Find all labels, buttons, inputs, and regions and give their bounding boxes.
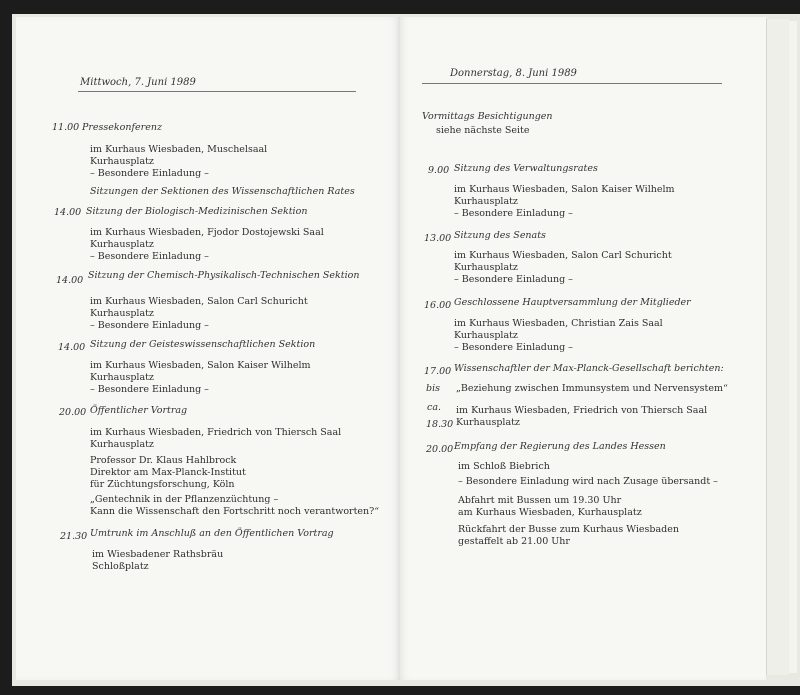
right-header-rule: [422, 83, 722, 84]
event-time: 11.00: [52, 122, 80, 133]
event-title: Geschlossene Hauptversammlung der Mitglieder: [454, 297, 691, 308]
event-time: 20.00: [59, 407, 87, 418]
event-title: Sitzung der Geisteswissenschaftlichen Sektion: [90, 339, 316, 350]
event-details: im Kurhaus Wiesbaden, Salon Kaiser Wilhelm Kurhausplatz – Besondere Einladung –: [454, 184, 675, 219]
event-time: 16.00: [424, 300, 452, 311]
event-title: Sitzung des Senats: [454, 230, 546, 241]
event-details: im Kurhaus Wiesbaden, Salon Kaiser Wilhelm Kurhausplatz – Besondere Einladung –: [90, 360, 311, 395]
event-time: 9.00: [428, 165, 450, 176]
event-details: im Kurhaus Wiesbaden, Friedrich von Thiersch Saal Kurhausplatz: [456, 405, 708, 428]
right-page: [400, 17, 766, 680]
speaker-details: Professor Dr. Klaus Hahlbrock Direktor am Max-Planck-Institut für Züchtungsforschung, Köln: [90, 455, 246, 490]
event-details: im Kurhaus Wiesbaden, Fjodor Dostojewski Saal Kurhausplatz – Besondere Einladung –: [90, 227, 324, 262]
event-title: Pressekonferenz: [82, 122, 162, 133]
event-time: 21.30: [60, 531, 88, 542]
event-time: 18.30: [426, 419, 454, 430]
right-date-header: Donnerstag, 8. Juni 1989: [450, 68, 577, 79]
invitation-note: – Besondere Einladung wird nach Zusage übersandt –: [458, 476, 718, 487]
event-time: 14.00: [56, 275, 84, 286]
page-edge: [766, 19, 789, 675]
event-details: im Wiesbadener Rathsbräu Schloßplatz: [92, 549, 224, 572]
event-time: 14.00: [58, 342, 86, 353]
bus-departure: Abfahrt mit Bussen um 19.30 Uhr am Kurhaus Wiesbaden, Kurhausplatz: [458, 495, 642, 518]
bus-return: Rückfahrt der Busse zum Kurhaus Wiesbaden gestaffelt ab 21.00 Uhr: [458, 524, 679, 547]
event-time: 20.00: [426, 444, 454, 455]
left-page: [16, 17, 400, 680]
event-title: Öffentlicher Vortrag: [90, 405, 188, 416]
event-title: Sitzung des Verwaltungsrates: [454, 163, 598, 174]
event-details: im Schloß Biebrich: [458, 461, 550, 472]
event-title: Wissenschaftler der Max-Planck-Gesellschaft berichten:: [454, 363, 724, 374]
event-details: im Kurhaus Wiesbaden, Muschelsaal Kurhausplatz – Besondere Einladung –: [90, 144, 268, 179]
event-details: im Kurhaus Wiesbaden, Salon Carl Schuricht Kurhausplatz – Besondere Einladung –: [454, 250, 672, 285]
event-time: bis: [426, 383, 440, 394]
section-heading: Sitzungen der Sektionen des Wissenschaftlichen Rates: [90, 186, 355, 197]
event-time: 13.00: [424, 233, 452, 244]
event-title: Sitzung der Chemisch-Physikalisch-Technischen Sektion: [88, 270, 360, 281]
event-details: im Kurhaus Wiesbaden, Christian Zais Saal Kurhausplatz – Besondere Einladung –: [454, 318, 663, 353]
event-time: 14.00: [54, 207, 82, 218]
event-details: im Kurhaus Wiesbaden, Friedrich von Thiersch Saal Kurhausplatz: [90, 427, 342, 450]
morning-title: Vormittags Besichtigungen: [422, 111, 553, 122]
talk-title: „Beziehung zwischen Immunsystem und Nervensystem“: [456, 383, 728, 394]
left-header-rule: [78, 91, 356, 92]
event-details: im Kurhaus Wiesbaden, Salon Carl Schuricht Kurhausplatz – Besondere Einladung –: [90, 296, 308, 331]
event-title: Umtrunk im Anschluß an den Öffentlichen Vortrag: [90, 528, 334, 539]
event-time: 17.00: [424, 366, 452, 377]
event-title: Empfang der Regierung des Landes Hessen: [454, 441, 666, 452]
morning-note: siehe nächste Seite: [436, 125, 530, 136]
lecture-title: „Gentechnik in der Pflanzenzüchtung – Kann die Wissenschaft den Fortschritt noch verantworten?“: [90, 494, 380, 517]
event-title: Sitzung der Biologisch-Medizinischen Sektion: [86, 206, 308, 217]
event-time: ca.: [427, 402, 442, 413]
left-date-header: Mittwoch, 7. Juni 1989: [80, 77, 196, 88]
